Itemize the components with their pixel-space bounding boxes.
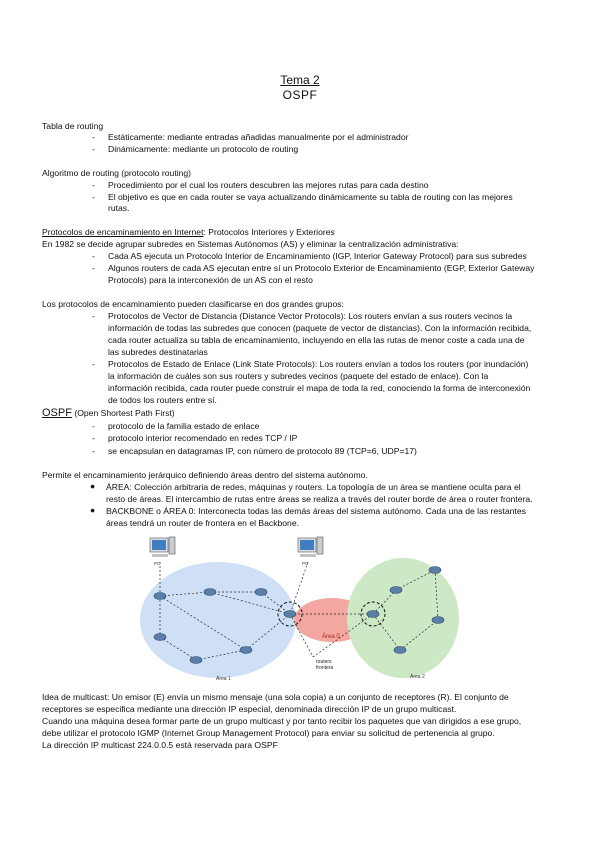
area1-region xyxy=(140,562,296,678)
bullet-dash: - xyxy=(92,263,95,273)
bullet-dash: - xyxy=(92,433,95,443)
internet-protocols-intro: En 1982 se decide agrupar subredes en Sistemas Autónomos (AS) y eliminar la centralización administrativa: xyxy=(42,239,459,249)
router-icon xyxy=(367,611,379,618)
router-icon xyxy=(154,593,166,600)
multicast-line: La dirección IP multicast 224.0.0.5 está reservada para OSPF xyxy=(42,740,278,750)
bullet-dash: - xyxy=(92,446,95,456)
router-icon xyxy=(284,611,296,618)
list-item: El objetivo es que en cada router se vaya actualizando dinámicamente su tabla de routing con las mejores xyxy=(108,192,513,202)
multicast-line: Idea de multicast: Un emisor (E) envía un mismo mensaje (una sola copia) a un conjunto de receptores (R). El conjunto de xyxy=(42,692,509,702)
area0-label: Área 0 xyxy=(322,634,340,640)
area2-label: Área 2 xyxy=(410,674,425,680)
bullet-dot: ● xyxy=(90,505,96,515)
list-item: áreas tendrá un router de frontera en el Backbone. xyxy=(106,518,300,528)
bullet-dash: - xyxy=(92,144,95,154)
page-subtitle: OSPF xyxy=(282,88,318,102)
router-icon xyxy=(390,587,402,594)
list-item: BACKBONE o ÁREA 0: Interconecta todas las demás áreas del sistema autónomo. Cada una de las restantes xyxy=(106,506,526,516)
list-item: protocolo interior recomendado en redes TCP / IP xyxy=(108,433,298,443)
border-routers-label-2: frontera xyxy=(316,665,334,671)
bullet-dash: - xyxy=(92,251,95,261)
router-icon xyxy=(255,589,267,596)
area1-label: Área 1 xyxy=(216,676,231,682)
host-label: PC xyxy=(302,561,309,566)
heading-underlined: Protocolos de encaminamiento en Internet xyxy=(42,227,204,237)
list-item: se encapsulan en datagramas IP, con número de protocolo 89 (TCP=6, UDP=17) xyxy=(108,446,417,456)
list-item: las subredes destinatarias xyxy=(108,347,208,357)
list-item: resto de áreas. El intercambio de rutas entre áreas se realiza a través del router borde de área o router frontera. xyxy=(106,494,533,504)
heading-rest: : Protocolos Interiores y Exteriores xyxy=(203,227,335,237)
bullet-dash: - xyxy=(92,359,95,369)
bullet-dash: - xyxy=(92,311,95,321)
computer-icon xyxy=(298,537,323,557)
router-icon xyxy=(429,567,441,574)
computer-icon xyxy=(150,537,175,557)
multicast-line: receptores se especifica mediante una dirección IP especial, denominada dirección IP de un grupo multicast. xyxy=(42,704,457,714)
ospf-heading xyxy=(42,408,175,419)
list-item: Dinámicamente: mediante un protocolo de routing xyxy=(108,144,299,154)
bullet-dash: - xyxy=(92,421,95,431)
protocol-groups-intro: Los protocolos de encaminamiento pueden clasificarse en dos grandes grupos: xyxy=(42,299,344,309)
list-item: cada router actualiza su tabla de encaminamiento, incluyendo en ella las rutas de menor coste a cada una de xyxy=(108,335,525,345)
routing-algorithm-heading: Algoritmo de routing (protocolo routing) xyxy=(42,168,192,178)
bullet-dash: - xyxy=(92,132,95,142)
list-item: Protocols) para la interconexión de un AS con el resto xyxy=(108,275,313,285)
list-item: Estáticamente: mediante entradas añadidas manualmente por el administrador xyxy=(108,132,409,142)
ospf-heading-text: OSPF xyxy=(42,407,72,419)
bullet-dash: - xyxy=(92,180,95,190)
router-icon xyxy=(240,647,252,654)
list-item: Algunos routers de cada AS ejecutan entre sí un Protocolo Exterior de Encaminamiento (EGP, Exterior Gateway xyxy=(108,263,535,273)
internet-protocols-heading xyxy=(42,227,335,238)
list-item: Procedimiento por el cual los routers descubren las mejores rutas para cada destino xyxy=(108,180,429,190)
list-item: rutas. xyxy=(108,203,130,213)
list-item: de todos los routers entre sí. xyxy=(108,395,217,405)
bullet-dash: - xyxy=(92,192,95,202)
page-title: Tema 2 xyxy=(280,73,320,87)
border-routers-label: routers xyxy=(316,659,332,665)
router-icon xyxy=(154,634,166,641)
list-item: Protocolos de Vector de Distancia (Distance Vector Protocols): Los routers envían a sus routers vecinos la xyxy=(108,311,513,321)
bullet-dot: ● xyxy=(90,481,96,491)
list-item: Protocolos de Estado de Enlace (Link State Protocols): Los routers envían a todos los routers (por inundación) xyxy=(108,359,529,369)
router-icon xyxy=(204,589,216,596)
list-item: Cada AS ejecuta un Protocolo Interior de Encaminamiento (IGP, Interior Gateway Protocol) para sus subredes xyxy=(108,251,527,261)
host-label: PC xyxy=(154,561,161,566)
multicast-line: Cuando una máquina desea formar parte de un grupo multicast y por tanto recibir los paquetes que van dirigidos a ese grupo, xyxy=(42,716,522,726)
hierarchy-intro: Permite el encaminamiento jerárquico definiendo áreas dentro del sistema autónomo. xyxy=(42,470,368,480)
ospf-heading-sub: (Open Shortest Path First) xyxy=(74,408,175,418)
list-item: protocolo de la familia estado de enlace xyxy=(108,421,260,431)
ospf-areas-diagram xyxy=(138,532,472,684)
routing-table-heading: Tabla de routing xyxy=(42,121,104,131)
list-item: información de todas las subredes que conocen (paquete de vector de distancias). Con la información recibida, xyxy=(108,323,532,333)
multicast-line: debe utilizar el protocolo IGMP (Internet Group Management Protocol) para enviar su solicitud de pertenencia al grupo. xyxy=(42,728,495,738)
list-item: información recibida, cada router puede construir el mapa de toda la red, conociendo la forma de interconexión xyxy=(108,383,531,393)
list-item: la información de cuáles son sus routers y subredes vecinos (paquete del estado de enlace). Con la xyxy=(108,371,489,381)
list-item: ÁREA: Colección arbitraria de redes, máquinas y routers. La topología de un área se mantiene oculta para el xyxy=(106,482,521,492)
router-icon xyxy=(190,657,202,664)
router-icon xyxy=(432,617,444,624)
router-icon xyxy=(394,647,406,654)
